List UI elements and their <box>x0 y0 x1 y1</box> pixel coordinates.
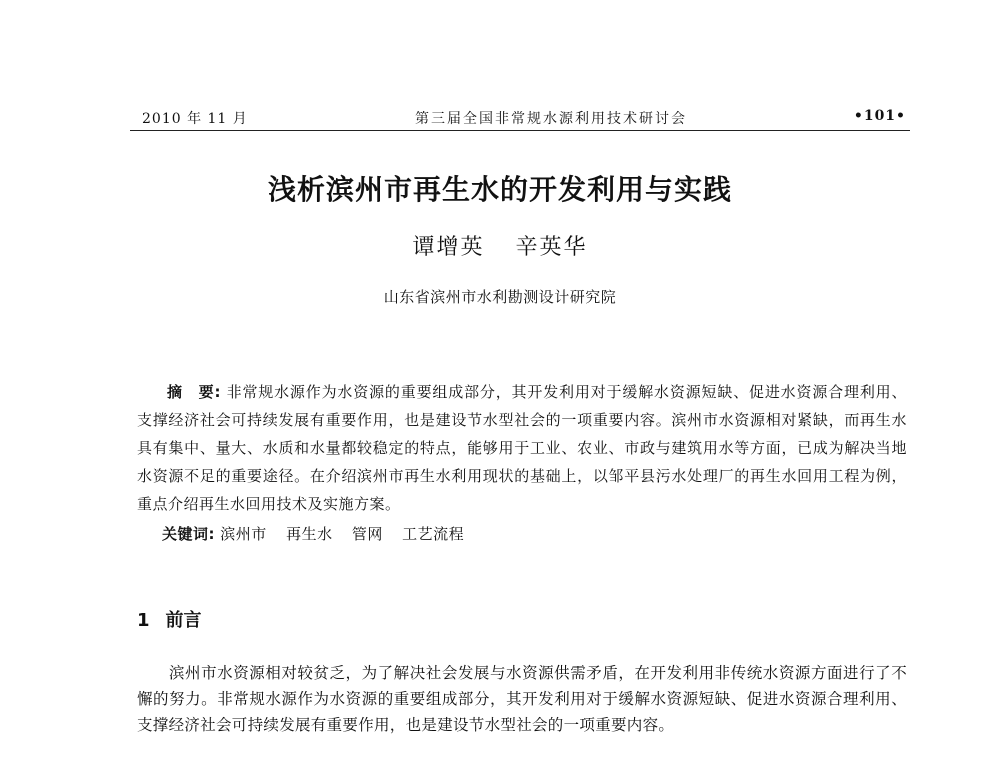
affiliation: 山东省滨州市水利勘测设计研究院 <box>383 288 617 306</box>
keyword: 管网 <box>351 525 383 543</box>
header-rule <box>130 130 910 131</box>
paper-title: 浅析滨州市再生水的开发利用与实践 <box>267 173 732 206</box>
author-1: 谭增英 <box>412 235 485 260</box>
authors <box>0 230 1000 261</box>
keywords-label: 关键词: <box>162 525 215 543</box>
keyword: 工艺流程 <box>402 525 465 543</box>
header-date: 2010 年 11 月 <box>142 111 248 127</box>
keyword: 滨州市 <box>220 525 267 543</box>
section-heading <box>137 606 202 632</box>
abstract-label: 摘 要: <box>167 383 221 401</box>
header-page-number: •101• <box>853 108 906 124</box>
keyword: 再生水 <box>286 525 333 543</box>
running-header <box>130 106 910 130</box>
abstract-text: 非常规水源作为水资源的重要组成部分，其开发利用对于缓解水资源短缺、促进水资源合理利用、支撑经济社会可持续发展有重要作用，也是建设节水型社会的一项重要内容。滨州市水资源相对紧缺，而再生水具有集中、量大、水质和水量都较稳定的特点，能够用于工业、农业、市政与建筑用水等方面，已成为解决当地水资源不足的重要途径。在介绍滨州市再生水利用现状的基础上，以邹平县污水处理厂的再生水回用工程为例，重点介绍再生水回用技术及实施方案。 <box>137 383 907 513</box>
abstract <box>137 378 907 518</box>
section-title: 前言 <box>165 610 202 631</box>
author-2: 辛英华 <box>515 235 588 260</box>
body-paragraph: 滨州市水资源相对较贫乏，为了解决社会发展与水资源供需矛盾，在开发利用非传统水资源方面进行了不懈的努力。非常规水源作为水资源的重要组成部分，其开发利用对于缓解水资源短缺、促进水资源合理利用、支撑经济社会可持续发展有重要作用，也是建设节水型社会的一项重要内容。 <box>137 664 907 734</box>
section-number: 1 <box>137 610 150 631</box>
keywords <box>162 520 902 548</box>
header-conference: 第三届全国非常规水源利用技术研讨会 <box>415 111 687 127</box>
